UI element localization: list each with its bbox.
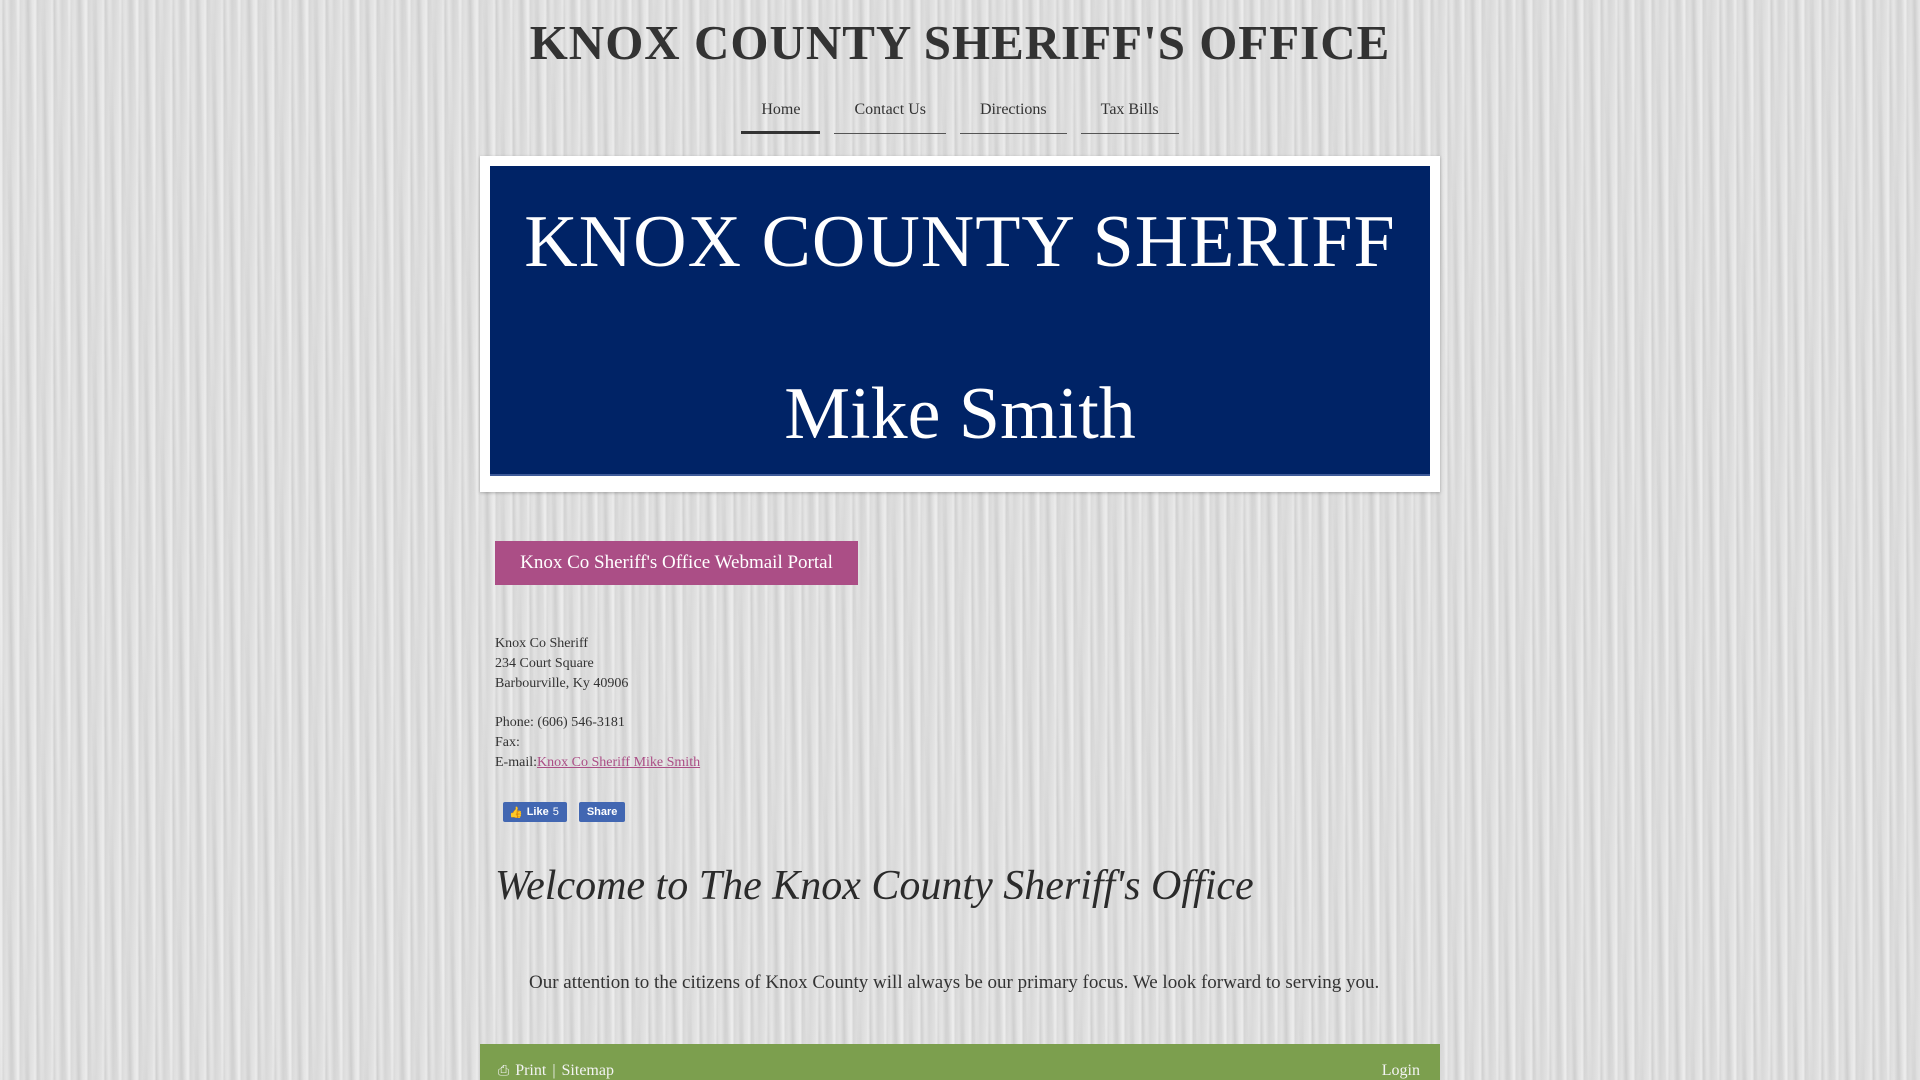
print-link[interactable]: Print [515,1062,547,1079]
webmail-portal-button[interactable]: Knox Co Sheriff's Office Webmail Portal [495,541,858,585]
footer [480,1044,1440,1080]
facebook-like-button[interactable] [503,802,567,822]
sitemap-link[interactable]: Sitemap [561,1062,614,1079]
facebook-like-label: Like [526,806,549,818]
contact-phone: Phone: (606) 546-3181 [495,715,625,730]
facebook-like-count: 5 [552,806,559,818]
contact-city: Barbourville, Ky 40906 [495,676,629,691]
email-label: E-mail: [495,755,537,770]
contact-name: Knox Co Sheriff [495,636,589,651]
footer-separator: | [552,1062,556,1079]
welcome-heading: Welcome to The Knox County Sheriff's Office [495,863,1254,909]
nav-directions[interactable]: Directions [960,97,1067,134]
footer-links [498,1062,614,1080]
contact-email-row [495,753,700,773]
main-nav [0,97,1920,134]
banner-frame [480,156,1440,492]
contact-street: 234 Court Square [495,656,594,671]
login-link[interactable]: Login [1381,1062,1420,1079]
banner-title: KNOX COUNTY SHERIFF [524,201,1396,283]
contact-fax: Fax: [495,735,520,750]
banner [490,166,1430,476]
welcome-text: Our attention to the citizens of Knox County will always be our primary focus. We look forward to serving you. [529,972,1380,993]
nav-home[interactable]: Home [741,97,820,134]
thumbs-up-icon: 👍 [509,806,523,819]
printer-icon: ⎙ [498,1063,510,1079]
email-link[interactable]: Knox Co Sheriff Mike Smith [537,755,701,770]
nav-contact-us[interactable]: Contact Us [834,97,946,134]
site-title: KNOX COUNTY SHERIFF'S OFFICE [529,15,1391,70]
facebook-share-button[interactable]: Share [579,802,626,822]
facebook-buttons [503,802,625,822]
nav-tax-bills[interactable]: Tax Bills [1081,97,1179,134]
banner-sheriff-name: Mike Smith [784,373,1136,455]
contact-info [495,634,700,773]
